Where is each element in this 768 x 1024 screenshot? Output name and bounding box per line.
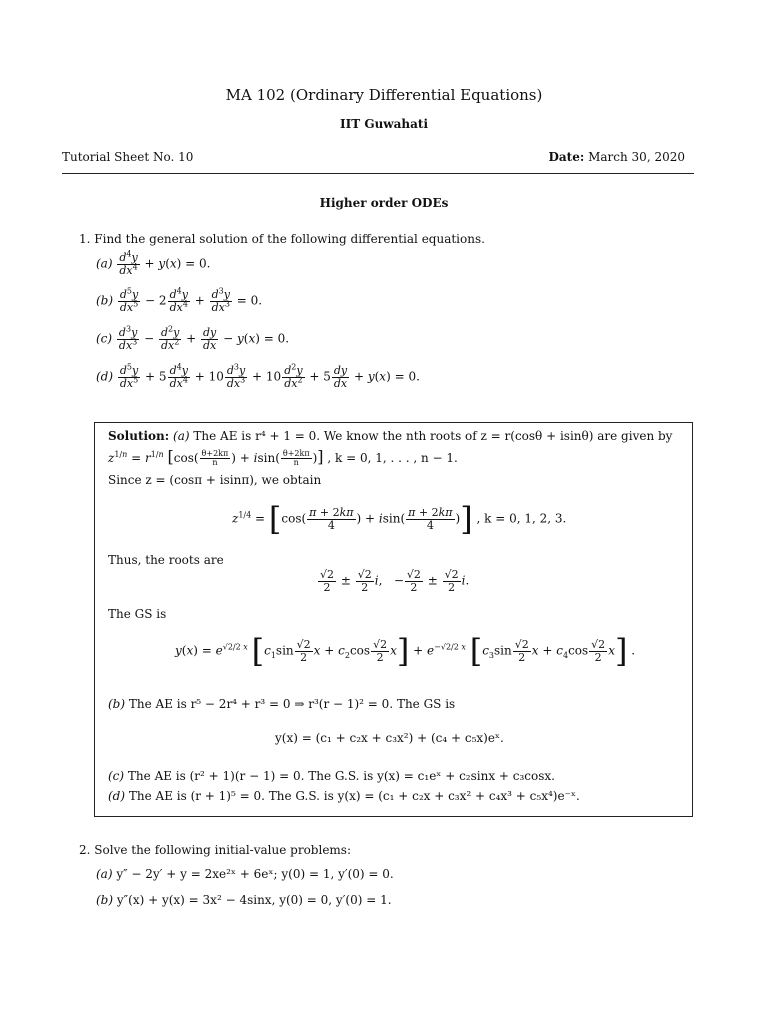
roots-intro: Thus, the roots are	[108, 553, 224, 567]
roots-formula: $z^{1/n} = r^{1/n}$ [cos( $\frac{\theta+2k\pi}{n}$ ) + isin( $\frac{\theta+2k\pi}{n}$ )] , k = 0, 1, . . . , n − 1.	[108, 447, 458, 467]
solution-box	[94, 422, 693, 817]
general-solution-b: y(x) = (c₁ + c₂x + c₃x²) + (c₄ + c₅x)eˣ.	[275, 731, 504, 745]
question-2-prompt: Solve the following initial-value problems:	[94, 843, 351, 857]
ivp-b-text: y″(x) + y(x) = 3x² − 4sinx, y(0) = 0, y′(0) = 1.	[116, 893, 392, 907]
ivp-b: (b) y″(x) + y(x) = 3x² − 4sinx, y(0) = 0, y′(0) = 1.	[96, 893, 392, 907]
general-solution-a: $y(x) = e^{√2/2 x}$ [$c_1\sin$ $\frac{√2}{2}$ $x + c_2\cos$ $\frac{√2}{2}$ $x] + e^{-√2/2 x}$ [$c_3\sin$ $\frac{√2}{2}$ $x + c_4\cos$ $\frac{√2}{2}$ x] .	[175, 632, 636, 670]
equation-b: (b) $\frac{d^5y}{dx^5}$ − 2 $\frac{d^4y}{dx^4}$ + $\frac{d^3y}{dx^3}$ = 0.	[96, 286, 263, 314]
header-divider	[62, 173, 694, 174]
solution-part-d-text: The AE is (r + 1)⁵ = 0. The G.S. is y(x) = (c₁ + c₂x + c₃x² + c₄x³ + c₅x⁴)e⁻ˣ.	[128, 789, 580, 803]
ivp-a-text: y″ − 2y′ + y = 2xe²ˣ + 6eˣ; y(0) = 1, y′(0) = 0.	[116, 867, 394, 881]
solution-part-a-intro: Solution: (a) The AE is r⁴ + 1 = 0. We know the nth roots of z = r(cosθ + isinθ) are given by	[108, 429, 673, 443]
gs-intro: The GS is	[108, 607, 167, 621]
equation-d: (d) $\frac{d^5y}{dx^5}$ + 5 $\frac{d^4y}{dx^4}$ + 10 $\frac{d^3y}{dx^3}$ + 10 $\frac{d^2y}{dx^2}$ + 5 $\frac{dy}{dx}$ + y(x) = 0.	[96, 362, 420, 390]
document-title: MA 102 (Ordinary Differential Equations)	[225, 86, 543, 104]
solution-label: Solution:	[108, 429, 170, 443]
roots-formula-tail: , k = 0, 1, . . . , n − 1.	[327, 451, 458, 465]
since-line: Since z = (cosπ + isinπ), we obtain	[108, 473, 322, 487]
solution-part-d: (d) The AE is (r + 1)⁵ = 0. The G.S. is y(x) = (c₁ + c₂x + c₃x² + c₄x³ + c₅x⁴)e⁻ˣ.	[108, 789, 580, 803]
question-1-prompt: Find the general solution of the following differential equations.	[94, 232, 485, 246]
date-value: March 30, 2020	[588, 150, 685, 164]
solution-part-b: (b) The AE is r⁵ − 2r⁴ + r³ = 0 ⇒ r³(r − 1)² = 0. The GS is	[108, 697, 456, 711]
roots-values: $\frac{√2}{2}$ ± $\frac{√2}{2}$ i, − $\frac{√2}{2}$ ± $\frac{√2}{2}$ i.	[320, 568, 470, 594]
question-2-number: 2.	[79, 843, 91, 857]
solution-part-c: (c) The AE is (r² + 1)(r − 1) = 0. The G.S. is y(x) = c₁eˣ + c₂sinx + c₃cosx.	[108, 769, 555, 783]
ivp-a: (a) y″ − 2y′ + y = 2xe²ˣ + 6eˣ; y(0) = 1, y′(0) = 0.	[96, 867, 394, 881]
equation-c: (c) $\frac{d^3y}{dx^3}$ − $\frac{d^2y}{dx^2}$ + $\frac{dy}{dx}$ − y(x) = 0.	[96, 324, 290, 352]
solution-part-c-text: The AE is (r² + 1)(r − 1) = 0. The G.S. is y(x) = c₁eˣ + c₂sinx + c₃cosx.	[127, 769, 555, 783]
equation-a: (a) $\frac{d^4y}{dx^4}$ + y(x) = 0.	[96, 249, 211, 277]
date-label: Date:	[548, 150, 585, 164]
solution-part-b-text: The AE is r⁵ − 2r⁴ + r³ = 0 ⇒ r³(r − 1)² = 0. The GS is	[128, 697, 456, 711]
question-1	[79, 232, 485, 246]
section-title: Higher order ODEs	[319, 196, 449, 210]
date-line	[548, 150, 685, 164]
z-quarter-formula: $z^{1/4} = [\cos$( $\frac{\pi + 2k\pi}{4}$ ) + isin( $\frac{\pi + 2k\pi}{4}$ )] , k = 0, 1, 2, 3.	[232, 500, 567, 538]
tutorial-sheet-number: Tutorial Sheet No. 10	[62, 150, 194, 164]
question-2	[79, 843, 351, 857]
institute-name: IIT Guwahati	[339, 117, 428, 131]
z-quarter-tail: , k = 0, 1, 2, 3.	[476, 511, 567, 526]
solution-a-text: The AE is r⁴ + 1 = 0. We know the nth roots of z = r(cosθ + isinθ) are given by	[193, 429, 673, 443]
question-1-number: 1.	[79, 232, 91, 246]
